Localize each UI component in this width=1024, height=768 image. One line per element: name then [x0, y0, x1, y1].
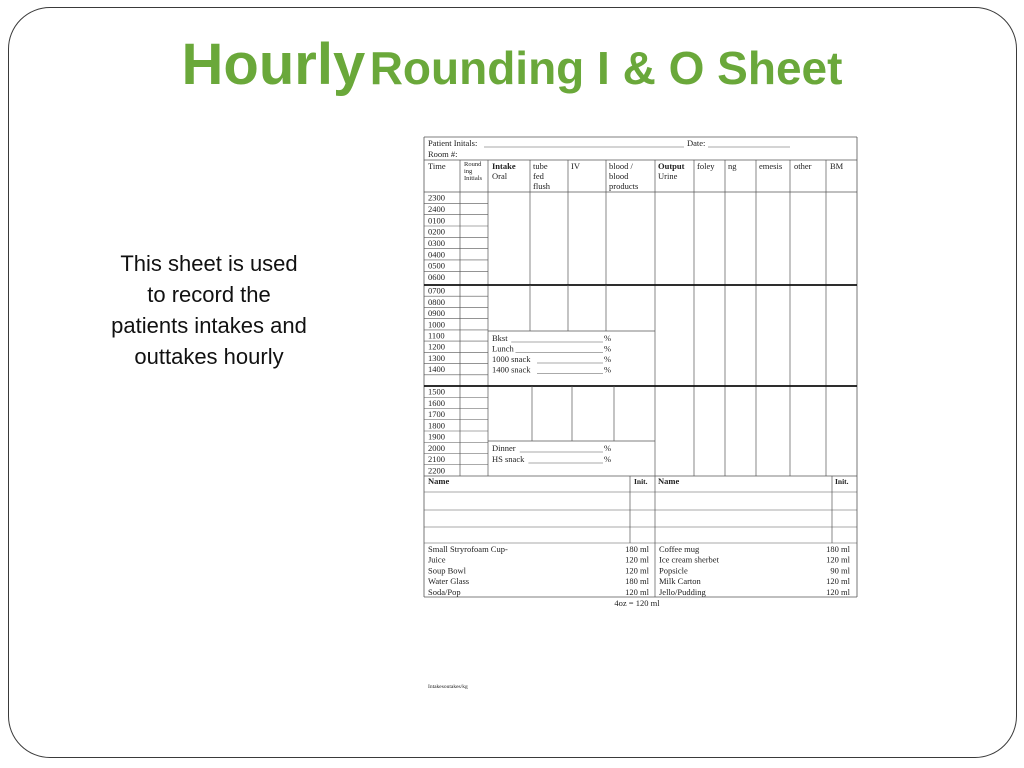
- time-label: 0900: [428, 308, 445, 319]
- col-header-intake: Intake: [492, 161, 516, 171]
- meal-percent: %: [604, 454, 612, 464]
- col-header-oral: Oral: [492, 171, 508, 181]
- container-item: Small Stryrofoam Cup-: [428, 544, 508, 554]
- meal-percent: %: [604, 354, 612, 364]
- meal-label: Lunch: [492, 343, 514, 354]
- sig-header-name: Name: [658, 476, 680, 486]
- container-amount: 180 ml: [625, 576, 649, 587]
- room-label: Room #:: [428, 149, 458, 159]
- form-footer: Intakesoutakes/kg: [428, 684, 468, 690]
- container-item: Popsicle: [659, 565, 688, 576]
- container-item: Ice cream sherbet: [659, 554, 719, 565]
- col-header-tube: flush: [533, 181, 550, 191]
- time-label: 1500: [428, 386, 445, 397]
- time-label: 2100: [428, 454, 445, 465]
- date-label: Date:: [687, 138, 706, 148]
- sig-header-name: Name: [428, 476, 450, 486]
- container-item: Soup Bowl: [428, 565, 467, 576]
- time-label: 0600: [428, 271, 445, 282]
- time-label: 0100: [428, 215, 445, 226]
- container-amount: 120 ml: [826, 576, 850, 587]
- time-label: 0300: [428, 237, 445, 248]
- meal-label: 1000 snack: [492, 354, 531, 364]
- sig-header-init: Init.: [634, 477, 648, 486]
- col-header-blood: blood: [609, 171, 629, 181]
- container-item: Soda/Pop: [428, 586, 461, 597]
- col-header-rounding: ing: [464, 168, 473, 175]
- time-label: 1400: [428, 364, 445, 375]
- container-item: Juice: [428, 554, 446, 565]
- col-header-blood: blood /: [609, 161, 633, 171]
- time-label: 2200: [428, 465, 445, 476]
- meal-percent: %: [604, 343, 612, 354]
- container-amount: 90 ml: [830, 565, 850, 576]
- container-amount: 120 ml: [826, 586, 850, 597]
- time-label: 1800: [428, 420, 445, 431]
- container-amount: 120 ml: [625, 586, 649, 597]
- meal-percent: %: [604, 443, 612, 453]
- meal-percent: %: [604, 333, 612, 343]
- container-item: Milk Carton: [659, 576, 701, 587]
- col-header-time: Time: [428, 161, 446, 171]
- col-header-foley: foley: [697, 161, 715, 171]
- time-label: 0700: [428, 285, 445, 296]
- container-amount: 180 ml: [826, 544, 850, 554]
- container-item: Water Glass: [428, 576, 470, 587]
- meal-percent: %: [604, 364, 612, 375]
- container-item: Jello/Pudding: [659, 586, 706, 597]
- col-header-blood: products: [609, 181, 639, 191]
- time-label: 1700: [428, 409, 445, 420]
- meal-label: 1400 snack: [492, 364, 531, 375]
- title-rest: Rounding I & O Sheet: [369, 42, 843, 94]
- container-amount: 180 ml: [625, 544, 649, 554]
- col-header-tube: fed: [533, 171, 544, 181]
- col-header-tube: tube: [533, 161, 548, 171]
- col-header-other: other: [794, 161, 812, 171]
- time-label: 1000: [428, 319, 445, 330]
- time-label: 1200: [428, 341, 445, 352]
- col-header-ng: ng: [728, 161, 737, 171]
- col-header-rounding: Initials: [464, 175, 483, 182]
- col-header-emesis: emesis: [759, 161, 783, 171]
- meal-label: HS snack: [492, 454, 525, 464]
- meal-label: Dinner: [492, 443, 516, 453]
- time-label: 2000: [428, 442, 445, 453]
- container-amount: 120 ml: [625, 565, 649, 576]
- patient-initials-label: Patient Initals:: [428, 138, 478, 148]
- col-header-rounding: Round: [464, 161, 482, 168]
- time-label: 2300: [428, 192, 445, 203]
- time-label: 1900: [428, 431, 445, 442]
- title-word-hourly: Hourly: [181, 32, 366, 97]
- meal-label: Bkst: [492, 333, 508, 343]
- sig-header-init: Init.: [835, 477, 849, 486]
- conversion-note: 4oz = 120 ml: [614, 598, 660, 608]
- time-label: 0800: [428, 296, 445, 307]
- time-label: 1100: [428, 330, 445, 341]
- time-label: 2400: [428, 203, 445, 214]
- time-label: 0500: [428, 260, 445, 271]
- time-label: 1600: [428, 397, 445, 408]
- col-header-urine: Urine: [658, 171, 678, 181]
- time-label: 0200: [428, 226, 445, 237]
- col-header-bm: BM: [830, 161, 844, 171]
- container-amount: 120 ml: [826, 554, 850, 565]
- col-header-output: Output: [658, 161, 685, 171]
- time-label: 0400: [428, 249, 445, 260]
- container-item: Coffee mug: [659, 544, 700, 554]
- time-label: 1300: [428, 352, 445, 363]
- slide-description: This sheet is used to record the patients intakes and outtakes hourly: [111, 251, 307, 369]
- container-amount: 120 ml: [625, 554, 649, 565]
- col-header-iv: IV: [571, 161, 580, 171]
